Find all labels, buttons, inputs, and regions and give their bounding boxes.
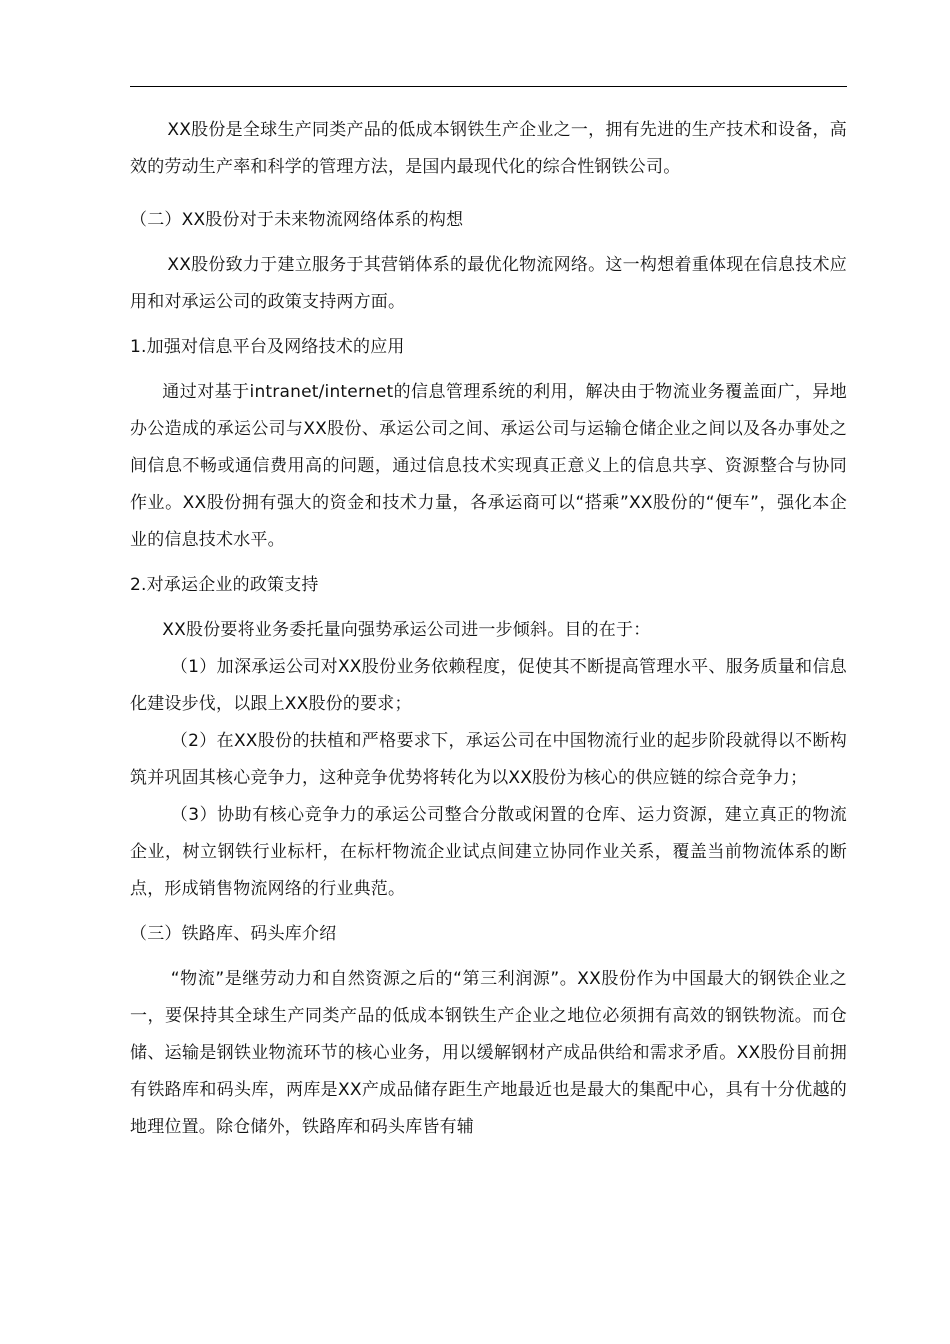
header-rule bbox=[130, 86, 847, 87]
paragraph-logistics-vision: XX股份致力于建立服务于其营销体系的最优化物流网络。这一构想着重体现在信息技术应用和对承运公司的政策支持两方面。 bbox=[130, 255, 847, 312]
paragraph-info-platform: 通过对基于intranet/internet的信息管理系统的利用，解决由于物流业务覆盖面广，异地办公造成的承运公司与XX股份、承运公司之间、承运公司与运输仓储企业之间以及各办事处之间信息不畅或通信费用高的问题，通过信息技术实现真正意义上的信息共享、资源整合与协同作业。XX股份拥有强大的资金和技术力量，各承运商可以“搭乘”XX股份的“便车”，强化本企业的信息技术水平。 bbox=[130, 382, 847, 550]
spacer bbox=[130, 186, 847, 194]
document-body bbox=[130, 112, 847, 1146]
section-heading-logistics-vision: （二）XX股份对于未来物流网络体系的构想 bbox=[130, 210, 464, 230]
paragraph-policy-support: XX股份要将业务委托量向强势承运公司进一步倾斜。目的在于： bbox=[162, 620, 651, 640]
paragraph-warehouses: “物流”是继劳动力和自然资源之后的“第三利润源”。XX股份作为中国最大的钢铁企业之一，要保持其全球生产同类产品的低成本钢铁生产企业之地位必须拥有高效的钢铁物流。而仓储、运输是钢铁业物流环节的核心业务，用以缓解钢材产成品供给和需求矛盾。XX股份目前拥有铁路库和码头库，两库是XX产成品储存距生产地最近也是最大的集配中心，具有十分优越的地理位置。除仓储外，铁路库和码头库皆有辅 bbox=[130, 969, 847, 1137]
section-heading-warehouses: （三）铁路库、码头库介绍 bbox=[130, 924, 337, 944]
list-item-1: （1）加深承运公司对XX股份业务依赖程度，促使其不断提高管理水平、服务质量和信息化建设步伐，以跟上XX股份的要求； bbox=[130, 657, 847, 714]
subheading-info-platform: 1.加强对信息平台及网络技术的应用 bbox=[130, 337, 405, 357]
list-item-3: （3）协助有核心竞争力的承运公司整合分散或闲置的仓库、运力资源，建立真正的物流企业，树立钢铁行业标杆，在标杆物流企业试点间建立协同作业关系，覆盖当前物流体系的断点，形成销售物流网络的行业典范。 bbox=[130, 805, 847, 899]
subheading-policy-support: 2.对承运企业的政策支持 bbox=[130, 575, 319, 595]
paragraph-company-intro: XX股份是全球生产同类产品的低成本钢铁生产企业之一，拥有先进的生产技术和设备，高效的劳动生产率和科学的管理方法，是国内最现代化的综合性钢铁公司。 bbox=[130, 120, 847, 177]
list-item-2: （2）在XX股份的扶植和严格要求下，承运公司在中国物流行业的起步阶段就得以不断构筑并巩固其核心竞争力，这种竞争优势将转化为以XX股份为核心的供应链的综合竞争力； bbox=[130, 731, 847, 788]
